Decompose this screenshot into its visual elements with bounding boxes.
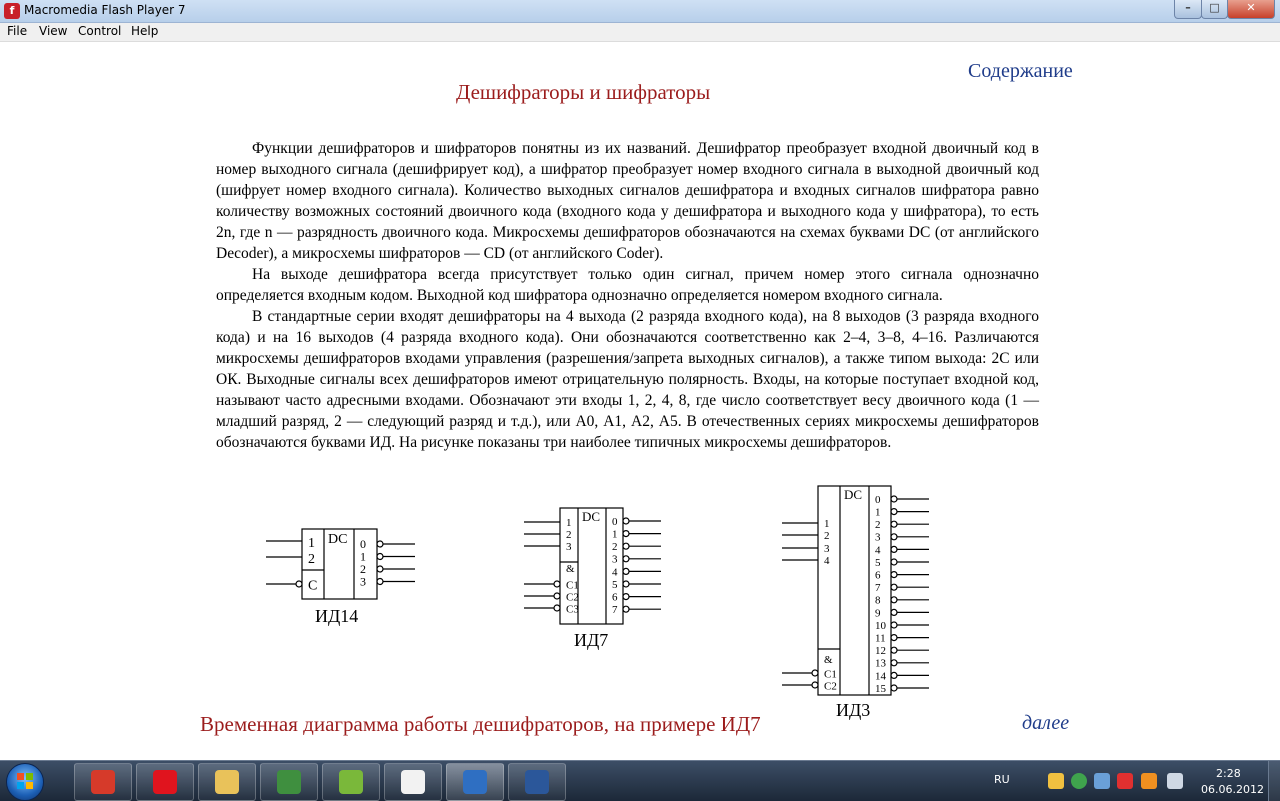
flash-icon	[463, 770, 487, 794]
id3-output-label-5: 5	[875, 556, 881, 569]
id3-output-inversion-12	[891, 647, 897, 653]
id3-output-inversion-8	[891, 597, 897, 603]
tray-network-icon[interactable]	[1094, 773, 1110, 789]
flash-player-icon: f	[4, 3, 20, 19]
title-bar	[0, 0, 1280, 23]
id14-output-label-0: 0	[360, 537, 366, 552]
start-button[interactable]	[6, 763, 44, 801]
id3-input-label-1: 1	[824, 518, 830, 530]
id7-input-label-1: 1	[566, 517, 572, 529]
id7-output-label-4: 4	[612, 566, 618, 579]
id3-input-label-2: 2	[824, 530, 830, 542]
id14-dc-label: DC	[328, 532, 348, 547]
taskbar-button-8[interactable]	[508, 763, 566, 801]
menu-control[interactable]: Control	[78, 24, 122, 38]
decoder-diagrams	[0, 42, 1280, 760]
id3-output-inversion-11	[891, 635, 897, 641]
tray-media-icon[interactable]	[1141, 773, 1157, 789]
menu-help[interactable]: Help	[131, 24, 159, 38]
id3-output-inversion-0	[891, 496, 897, 502]
taskbar-button-1[interactable]	[74, 763, 132, 801]
menu-bar	[0, 23, 1280, 42]
id3-output-label-7: 7	[875, 582, 881, 595]
id7-output-inversion-3	[623, 556, 629, 562]
id7-output-label-0: 0	[612, 515, 618, 528]
volume-icon[interactable]	[1167, 773, 1183, 789]
id7-output-inversion-4	[623, 568, 629, 574]
id3-dc-label: DC	[844, 487, 863, 502]
clock-time[interactable]: 2:28	[1216, 767, 1241, 780]
id7-control-label-C1: C1	[566, 579, 579, 592]
id3-output-inversion-9	[891, 609, 897, 615]
id7-input-label-2: 2	[566, 529, 572, 541]
flash-content	[0, 42, 1280, 760]
id3-output-label-14: 14	[875, 670, 886, 683]
id3-output-inversion-13	[891, 660, 897, 666]
id3-control-label-C1: C1	[824, 668, 837, 681]
id3-output-label-3: 3	[875, 531, 881, 544]
id14-label: ИД14	[315, 606, 359, 626]
tray-mail-icon[interactable]	[1117, 773, 1133, 789]
id7-output-label-7: 7	[612, 604, 618, 617]
explorer-icon	[215, 770, 239, 794]
id7-output-inversion-1	[623, 531, 629, 537]
id3-output-inversion-3	[891, 534, 897, 540]
tray-app-icon[interactable]	[1048, 773, 1064, 789]
id14-control-label-C: C	[308, 578, 318, 594]
id14-output-inversion-0	[377, 541, 383, 547]
id3-output-label-10: 10	[875, 619, 886, 632]
id14-output-inversion-2	[377, 566, 383, 572]
page-title: Дешифраторы и шифраторы	[456, 80, 711, 104]
id7-output-inversion-7	[623, 606, 629, 612]
id7-and-label: &	[566, 563, 575, 575]
id3-output-label-4: 4	[875, 544, 881, 557]
id7-output-label-1: 1	[612, 528, 618, 541]
id7-label: ИД7	[574, 630, 609, 650]
taskbar-button-2[interactable]	[136, 763, 194, 801]
language-indicator[interactable]: RU	[994, 773, 1010, 786]
next-link[interactable]: далее	[1022, 712, 1070, 734]
clock-date[interactable]: 06.06.2012	[1201, 783, 1264, 796]
id3-output-inversion-10	[891, 622, 897, 628]
id3-output-label-8: 8	[875, 594, 881, 607]
id3-control-inversion-C1	[812, 670, 818, 676]
id3-output-label-0: 0	[875, 493, 881, 506]
paragraph-2: На выходе дешифратора всегда присутствует только один сигнал, причем номер этого сигнала однозначно определяется входным кодом. Выходной код шифратора однозначно определяется номером входного сигнала.	[216, 266, 1039, 304]
id3-and-label: &	[824, 654, 833, 666]
id14-input-label-2: 2	[308, 552, 315, 567]
id7-input-label-3: 3	[566, 541, 572, 553]
id7-output-inversion-2	[623, 543, 629, 549]
windows-logo-icon	[17, 773, 24, 780]
paragraph-3: В стандартные серии входят дешифраторы на 4 выхода (2 разряда входного кода), на 8 выходов (3 разряда входного кода) и на 16 выходов (4 разряда входного кода). Они обозначаются соответственно как 2–4, 3–8, 4–16. Различаются микросхемы дешифраторов входами управления (разрешения/запрета выходных сигналов), а также типом выхода: 2С или ОК. Выходные сигналы всех дешифраторов имеют отрицательную полярность. Входы, на которые поступает входной код, называют часто адресными входами. Обозначают эти входы 1, 2, 4, 8, где число соответствует весу двоичного кода (1 — младший разряд, 2 — следующий разряд и т.д.), или А0, А1, А2, А5. В отечественных сериях микросхемы дешифраторов обозначаются буквами ИД. На рисунке показаны три наиболее типичных микросхемы дешифраторов.	[216, 308, 1039, 451]
id7-control-inversion-C1	[554, 581, 560, 587]
id7-output-label-5: 5	[612, 578, 618, 591]
taskbar-button-6[interactable]	[384, 763, 442, 801]
id7-control-label-C3: C3	[566, 603, 579, 616]
timing-diagram-link[interactable]: Временная диаграмма работы дешифраторов, на примере ИД7	[200, 712, 761, 736]
menu-file[interactable]: File	[7, 24, 28, 38]
id3-control-inversion-C2	[812, 682, 818, 688]
show-desktop-button[interactable]	[1268, 761, 1280, 801]
app-icon-5	[339, 770, 363, 794]
id7-output-inversion-6	[623, 594, 629, 600]
id14-output-inversion-1	[377, 554, 383, 560]
id3-output-inversion-6	[891, 572, 897, 578]
id3-output-label-1: 1	[875, 506, 881, 519]
close-button[interactable]: ✕	[1227, 0, 1275, 19]
opera-icon	[153, 770, 177, 794]
id3-output-inversion-4	[891, 546, 897, 552]
contents-link[interactable]: Содержание	[968, 60, 1073, 82]
menu-view[interactable]: View	[39, 24, 68, 38]
paragraph-1: Функции дешифраторов и шифраторов понятны из их названий. Дешифратор преобразует входной двоичный код в номер выходного сигнала (дешифрирует код), а шифратор преобразует номер входного сигнала в выходной двоичный код (шифрует номер входного сигнала). Количество выходных сигналов дешифратора и входных сигналов шифратора равно количеству возможных состояний двоичного кода (входного кода у дешифратора и выходного кода у шифратора), то есть 2n, где n — разрядность двоичного кода. Микросхемы дешифраторов обозначаются на схемах буквами DC (от английского Decoder), а микросхемы шифраторов — CD (от английского Coder).	[216, 140, 1039, 262]
app-icon-1	[91, 770, 115, 794]
taskbar-button-4[interactable]	[260, 763, 318, 801]
id7-output-label-3: 3	[612, 553, 618, 566]
id14-output-label-2: 2	[360, 562, 366, 577]
id7-dc-label: DC	[582, 509, 601, 524]
id3-output-label-12: 12	[875, 645, 886, 658]
id14-output-inversion-3	[377, 579, 383, 585]
id3-output-label-13: 13	[875, 657, 886, 670]
id7-output-inversion-5	[623, 581, 629, 587]
id7-control-label-C2: C2	[566, 591, 579, 604]
id7-control-inversion-C3	[554, 605, 560, 611]
maximize-button[interactable]: □	[1201, 0, 1228, 19]
id14-input-label-1: 1	[308, 536, 315, 551]
id3-output-label-9: 9	[875, 607, 881, 620]
word-icon	[525, 770, 549, 794]
utorrent-icon[interactable]	[1071, 773, 1087, 789]
id3-control-label-C2: C2	[824, 680, 837, 693]
id14-output-label-1: 1	[360, 549, 366, 564]
id3-output-inversion-14	[891, 672, 897, 678]
id7-output-label-2: 2	[612, 541, 618, 554]
document-icon	[401, 770, 425, 794]
id3-input-label-4: 4	[824, 555, 830, 567]
taskbar	[0, 760, 1280, 801]
id7-control-inversion-C2	[554, 593, 560, 599]
id7-output-inversion-0	[623, 518, 629, 524]
id3-output-inversion-5	[891, 559, 897, 565]
id3-output-inversion-7	[891, 584, 897, 590]
id3-label: ИД3	[836, 700, 871, 720]
taskbar-button-3[interactable]	[198, 763, 256, 801]
id3-output-label-15: 15	[875, 682, 886, 695]
id3-input-label-3: 3	[824, 543, 830, 555]
id3-output-label-11: 11	[875, 632, 886, 645]
id14-control-inversion-C	[296, 581, 302, 587]
window-title: Macromedia Flash Player 7	[24, 3, 186, 17]
task-manager-icon	[277, 770, 301, 794]
id3-output-inversion-1	[891, 509, 897, 515]
minimize-button[interactable]: –	[1174, 0, 1202, 19]
id14-output-label-3: 3	[360, 574, 366, 589]
id3-output-label-2: 2	[875, 519, 881, 532]
id3-output-inversion-15	[891, 685, 897, 691]
id7-output-label-6: 6	[612, 591, 618, 604]
taskbar-button-7[interactable]	[446, 763, 504, 801]
taskbar-button-5[interactable]	[322, 763, 380, 801]
id3-output-label-6: 6	[875, 569, 881, 582]
id3-output-inversion-2	[891, 521, 897, 527]
